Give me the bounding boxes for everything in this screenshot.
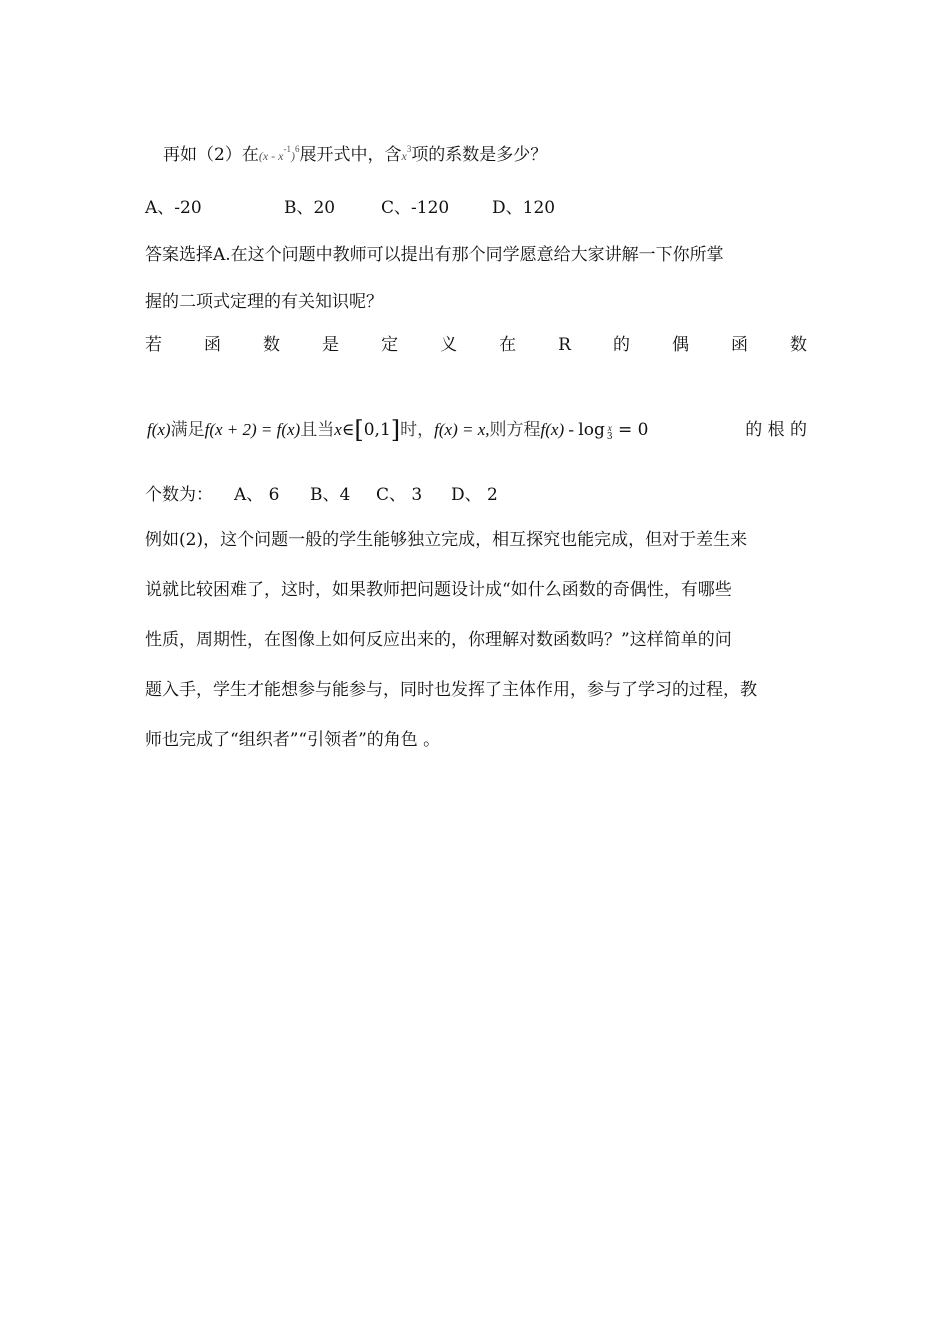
q2-char: 若 xyxy=(145,335,162,355)
q2-char: R xyxy=(558,335,571,355)
q2-char: 函 xyxy=(730,335,748,355)
formula-in: ∈ xyxy=(341,420,355,440)
formula-interval: 0,1 xyxy=(363,420,391,440)
formula-text-2: 且当 xyxy=(300,420,335,440)
formula-rbracket: ] xyxy=(390,416,401,444)
q2-char: 偶 xyxy=(671,335,689,355)
q2-spread-line xyxy=(145,333,807,357)
formula-f4: f(x) - xyxy=(540,420,579,439)
formula-lbracket: [ xyxy=(354,416,364,444)
q1-suffix: 项的系数是多少？ xyxy=(411,145,548,165)
formula-f2: f(x + 2) = f(x) xyxy=(204,420,301,439)
q2-char: 数 xyxy=(789,335,807,355)
example-line-4: 题入手，学生才能想参与能参与，同时也发挥了主体作用，参与了学习的过程，教 xyxy=(145,680,757,700)
formula-x: x xyxy=(334,420,342,439)
answer-line-1: 答案选择A.在这个问题中教师可以提出有那个同学愿意给大家讲解一下你所掌 xyxy=(145,245,724,265)
q2-option-a: A、 6 xyxy=(234,485,280,505)
formula-log: log x 3 xyxy=(578,420,613,442)
q2-char: 定 xyxy=(381,335,399,355)
example-line-5: 师也完成了“组织者”“引领者”的角色 。 xyxy=(145,730,441,750)
q2-char: 在 xyxy=(499,335,517,355)
formula-tail: 的 根 的 xyxy=(745,420,807,440)
q2-char: 数 xyxy=(263,335,281,355)
formula-f3: f(x) = x, xyxy=(434,420,490,439)
formula-text-4: 则方程 xyxy=(489,420,541,440)
q2-char: 函 xyxy=(204,335,222,355)
example-line-3: 性质，周期性，在图像上如何反应出来的，你理解对数函数吗？”这样简单的问 xyxy=(145,630,732,650)
example-line-2: 说就比较困难了，这时，如果教师把问题设计成“如什么函数的奇偶性，有哪些 xyxy=(145,580,732,600)
q1-term: $x^3$ xyxy=(401,144,412,163)
q1-mid: 展开式中，含 xyxy=(299,145,402,165)
q1-option-a: A、-20 xyxy=(145,198,202,218)
q2-char: 的 xyxy=(612,335,630,355)
q2-formula-line xyxy=(147,418,807,442)
q1-prefix: 再如（2）在 xyxy=(163,145,259,165)
q1-expression: $(x - x^{-1})^6$ xyxy=(258,144,300,163)
q2-options-prefix: 个数为： xyxy=(145,485,213,505)
answer-line-2: 握的二项式定理的有关知识呢？ xyxy=(145,292,383,312)
formula-text-3: 时， xyxy=(400,420,435,440)
q2-char: 是 xyxy=(322,335,340,355)
q1-option-b: B、20 xyxy=(284,198,336,218)
question-1 xyxy=(163,137,825,168)
example-line-1: 例如(2)，这个问题一般的学生能够独立完成，相互探究也能完成，但对于差生来 xyxy=(145,530,748,550)
formula-text-1: 满足 xyxy=(170,420,205,440)
formula-eq: = 0 xyxy=(612,420,649,440)
q2-char: 义 xyxy=(440,335,458,355)
formula-f1: f(x) xyxy=(147,420,171,439)
q2-option-b: B、4 xyxy=(310,485,351,505)
q2-option-c: C、 3 xyxy=(376,485,423,505)
q1-option-d: D、120 xyxy=(492,198,556,218)
q1-option-c: C、-120 xyxy=(381,198,450,218)
q2-option-d: D、 2 xyxy=(451,485,498,505)
